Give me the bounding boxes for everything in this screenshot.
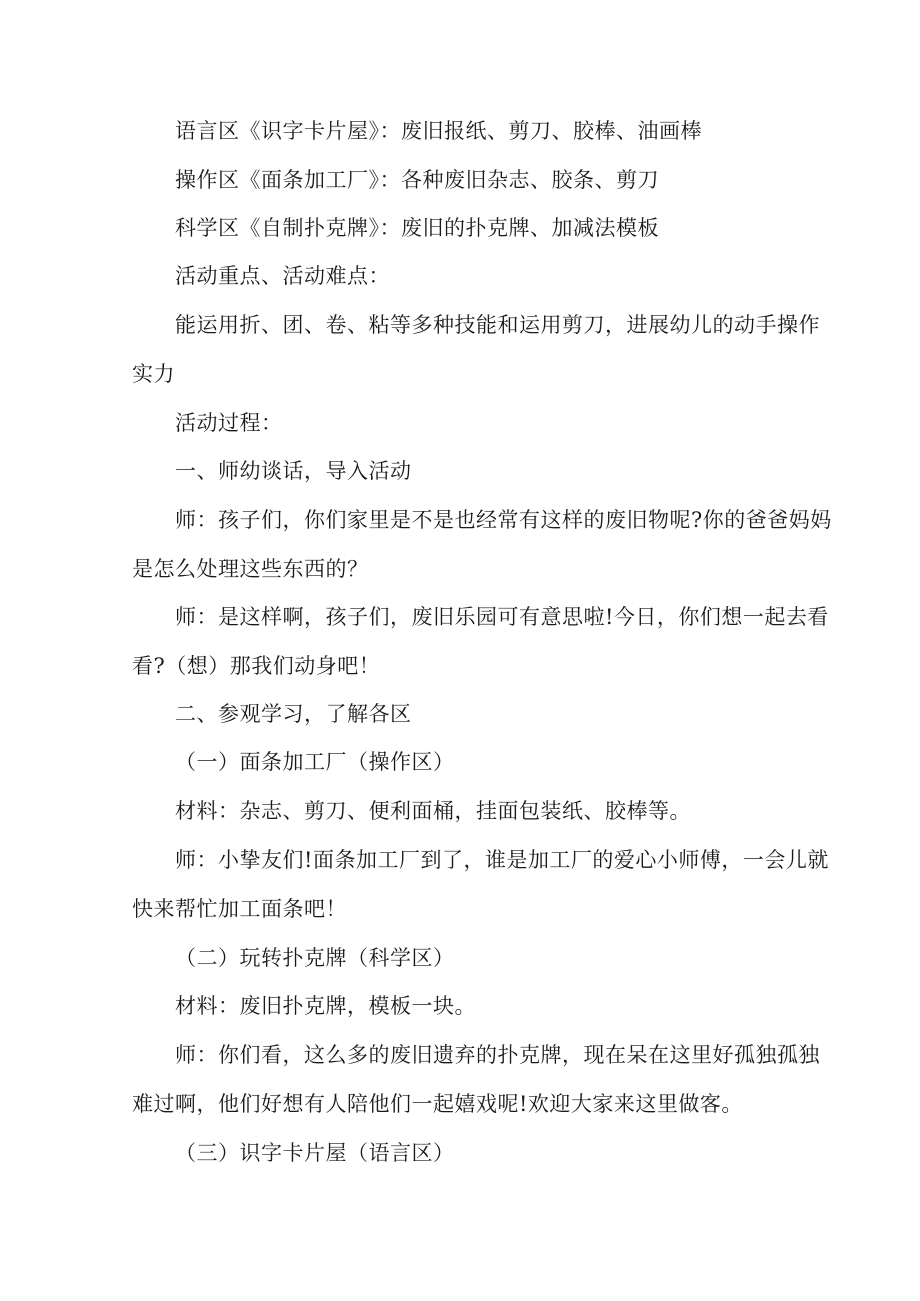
heading-noodle-factory: （一）面条加工厂（操作区） — [175, 750, 455, 774]
heading-activity-process: 活动过程： — [175, 411, 283, 435]
paragraph-skills-line1: 能运用折、团、卷、粘等多种技能和运用剪刀，进展幼儿的动手操作 — [175, 313, 820, 337]
paragraph-teacher-2-line1: 师：是这样啊，孩子们，废旧乐园可有意思啦!今日，你们想一起去看 — [175, 605, 829, 629]
paragraph-science-area: 科学区《自制扑克牌》：废旧的扑克牌、加减法模板 — [175, 216, 659, 240]
paragraph-teacher-4-line1: 师：你们看，这么多的废旧遗弃的扑克牌，现在呆在这里好孤独孤独 — [175, 1043, 820, 1067]
paragraph-materials-1: 材料：杂志、剪刀、便利面桶，挂面包装纸、胶棒等。 — [175, 799, 691, 823]
paragraph-materials-2: 材料：废旧扑克牌，模板一块。 — [175, 994, 476, 1018]
paragraph-teacher-3-line1: 师：小挚友们!面条加工厂到了，谁是加工厂的爱心小师傅，一会儿就 — [175, 848, 829, 872]
heading-section-one: 一、师幼谈话，导入活动 — [175, 459, 412, 483]
heading-word-cards: （三）识字卡片屋（语言区） — [175, 1141, 455, 1165]
paragraph-teacher-1-line1: 师：孩子们，你们家里是不是也经常有这样的废旧物呢?你的爸爸妈妈 — [175, 508, 832, 532]
paragraph-teacher-4-line2: 难过啊，他们好想有人陪他们一起嬉戏呢!欢迎大家来这里做客。 — [132, 1092, 743, 1116]
paragraph-language-area: 语言区《识字卡片屋》：废旧报纸、剪刀、胶棒、油画棒 — [175, 119, 702, 143]
heading-section-two: 二、参观学习，了解各区 — [175, 702, 412, 726]
heading-poker-cards: （二）玩转扑克牌（科学区） — [175, 946, 455, 970]
paragraph-skills-line2: 实力 — [132, 362, 175, 386]
paragraph-teacher-1-line2: 是怎么处理这些东西的？ — [132, 557, 369, 581]
paragraph-operation-area: 操作区《面条加工厂》：各种废旧杂志、胶条、剪刀 — [175, 168, 659, 192]
paragraph-teacher-2-line2: 看?（想）那我们动身吧！ — [132, 654, 381, 678]
paragraph-teacher-3-line2: 快来帮忙加工面条吧！ — [132, 897, 347, 921]
heading-key-points: 活动重点、活动难点： — [175, 264, 390, 288]
